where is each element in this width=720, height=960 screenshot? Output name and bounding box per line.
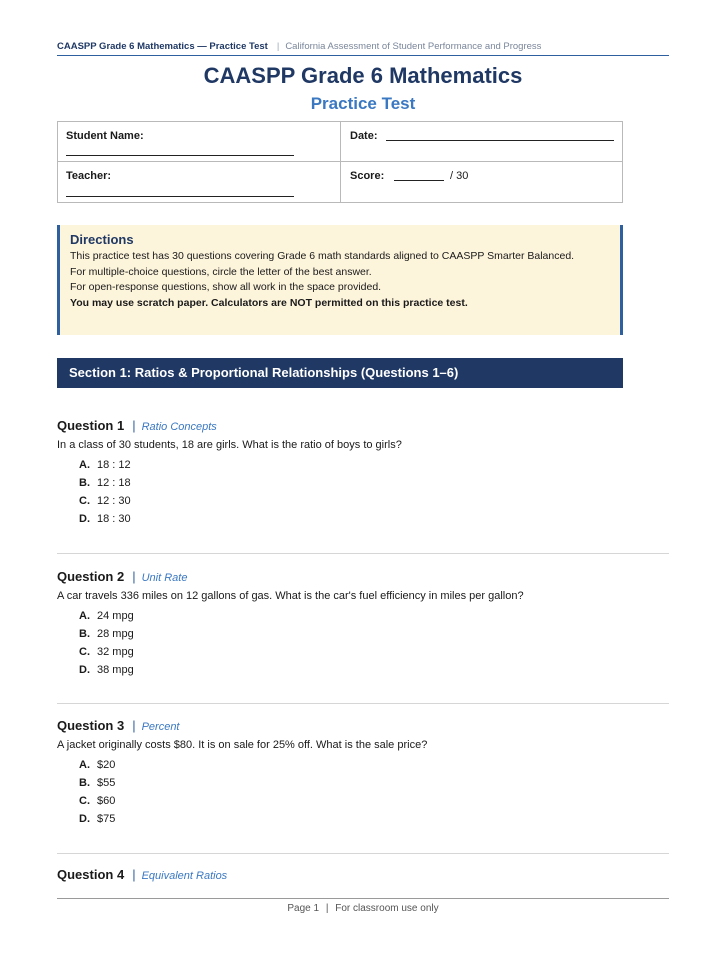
directions-line: For open-response questions, show all work in the space provided.: [70, 281, 382, 293]
question-number: Question 4: [57, 867, 125, 882]
choice-text: 18 : 12: [97, 459, 131, 471]
date-label: Date:: [350, 130, 378, 142]
question-header: [57, 568, 669, 586]
choice-a[interactable]: [79, 607, 669, 625]
choice-c[interactable]: [79, 792, 669, 810]
directions-box: [57, 225, 623, 335]
question-header: [57, 417, 669, 435]
question-prompt: A jacket originally costs $80. It is on sale for 25% off. What is the sale price?: [57, 739, 428, 751]
question-separator: |: [132, 718, 136, 733]
question-prompt: A car travels 336 miles on 12 gallons of gas. What is the car's fuel efficiency in miles per gallon?: [57, 590, 524, 602]
question-number: Question 2: [57, 569, 125, 584]
question-divider: [57, 553, 669, 554]
choice-text: 32 mpg: [97, 646, 134, 658]
document-title: CAASPP Grade 6 Mathematics: [203, 63, 523, 88]
teacher-label: Teacher:: [66, 170, 112, 182]
footer-note: For classroom use only: [335, 903, 439, 914]
directions-line-calculator-note: You may use scratch paper. Calculators are NOT permitted on this practice test.: [70, 296, 468, 309]
student-info-table: [57, 121, 623, 203]
choice-letter: C.: [79, 646, 90, 658]
choice-a[interactable]: [79, 756, 669, 774]
question-3: [57, 717, 669, 828]
score-label: Score:: [350, 170, 385, 182]
footer-separator: |: [325, 903, 329, 914]
question-topic: Percent: [141, 721, 180, 733]
question-separator: |: [132, 867, 136, 882]
running-header-subtitle: California Assessment of Student Performance and Progress: [285, 41, 542, 52]
choice-text: $75: [97, 813, 116, 825]
answer-choices: [57, 756, 669, 828]
question-header: [57, 717, 669, 735]
running-header: [57, 41, 669, 56]
choice-letter: B.: [79, 628, 90, 640]
choice-c[interactable]: [79, 643, 669, 661]
question-topic: Ratio Concepts: [141, 421, 217, 433]
answer-choices: [57, 456, 669, 528]
question-header: [57, 866, 669, 884]
teacher-field[interactable]: [66, 196, 294, 197]
score-field[interactable]: [394, 180, 444, 181]
question-separator: |: [132, 569, 136, 584]
question-4: [57, 866, 669, 884]
footer-rule: [57, 898, 669, 899]
question-divider: [57, 853, 669, 854]
question-topic: Equivalent Ratios: [141, 870, 228, 882]
choice-text: $20: [97, 759, 116, 771]
choice-d[interactable]: [79, 810, 669, 828]
running-header-title: CAASPP Grade 6 Mathematics — Practice Test: [57, 41, 268, 52]
choice-letter: B.: [79, 477, 90, 489]
student-name-field[interactable]: [66, 155, 294, 156]
choice-a[interactable]: [79, 456, 669, 474]
section-banner: Section 1: Ratios & Proportional Relationships (Questions 1–6): [57, 358, 623, 388]
choice-text: 12 : 18: [97, 477, 131, 489]
choice-letter: D.: [79, 813, 90, 825]
date-field[interactable]: [386, 140, 614, 141]
choice-letter: C.: [79, 795, 90, 807]
question-topic: Unit Rate: [141, 572, 188, 584]
choice-text: 12 : 30: [97, 495, 131, 507]
choice-letter: A.: [79, 759, 90, 771]
choice-d[interactable]: [79, 510, 669, 528]
choice-b[interactable]: [79, 625, 669, 643]
choice-text: $60: [97, 795, 116, 807]
choice-text: $55: [97, 777, 116, 789]
page-number: Page 1: [287, 903, 320, 914]
directions-line: This practice test has 30 questions covering Grade 6 math standards aligned to CAASPP Smarter Balanced.: [70, 250, 575, 262]
choice-b[interactable]: [79, 774, 669, 792]
question-divider: [57, 703, 669, 704]
choice-letter: D.: [79, 664, 90, 676]
directions-line: For multiple-choice questions, circle the letter of the best answer.: [70, 265, 372, 278]
score-total: / 30: [450, 170, 469, 182]
question-2: [57, 568, 669, 679]
directions-title: Directions: [70, 232, 134, 247]
table-divider-vertical: [340, 122, 341, 202]
choice-text: 38 mpg: [97, 664, 134, 676]
question-prompt: In a class of 30 students, 18 are girls. What is the ratio of boys to girls?: [57, 439, 402, 451]
choice-letter: D.: [79, 513, 90, 525]
choice-letter: B.: [79, 777, 90, 789]
page-footer: [57, 903, 669, 914]
running-header-separator: |: [276, 41, 280, 52]
choice-text: 18 : 30: [97, 513, 131, 525]
choice-letter: C.: [79, 495, 90, 507]
answer-choices: [57, 607, 669, 679]
document-subtitle: Practice Test: [310, 94, 416, 113]
table-divider-horizontal: [58, 161, 622, 162]
question-number: Question 1: [57, 418, 125, 433]
question-number: Question 3: [57, 718, 125, 733]
choice-text: 24 mpg: [97, 610, 134, 622]
choice-letter: A.: [79, 459, 90, 471]
choice-b[interactable]: [79, 474, 669, 492]
choice-letter: A.: [79, 610, 90, 622]
student-name-label: Student Name:: [66, 130, 144, 142]
question-1: [57, 417, 669, 528]
question-separator: |: [132, 418, 136, 433]
choice-d[interactable]: [79, 661, 669, 679]
choice-text: 28 mpg: [97, 628, 134, 640]
choice-c[interactable]: [79, 492, 669, 510]
